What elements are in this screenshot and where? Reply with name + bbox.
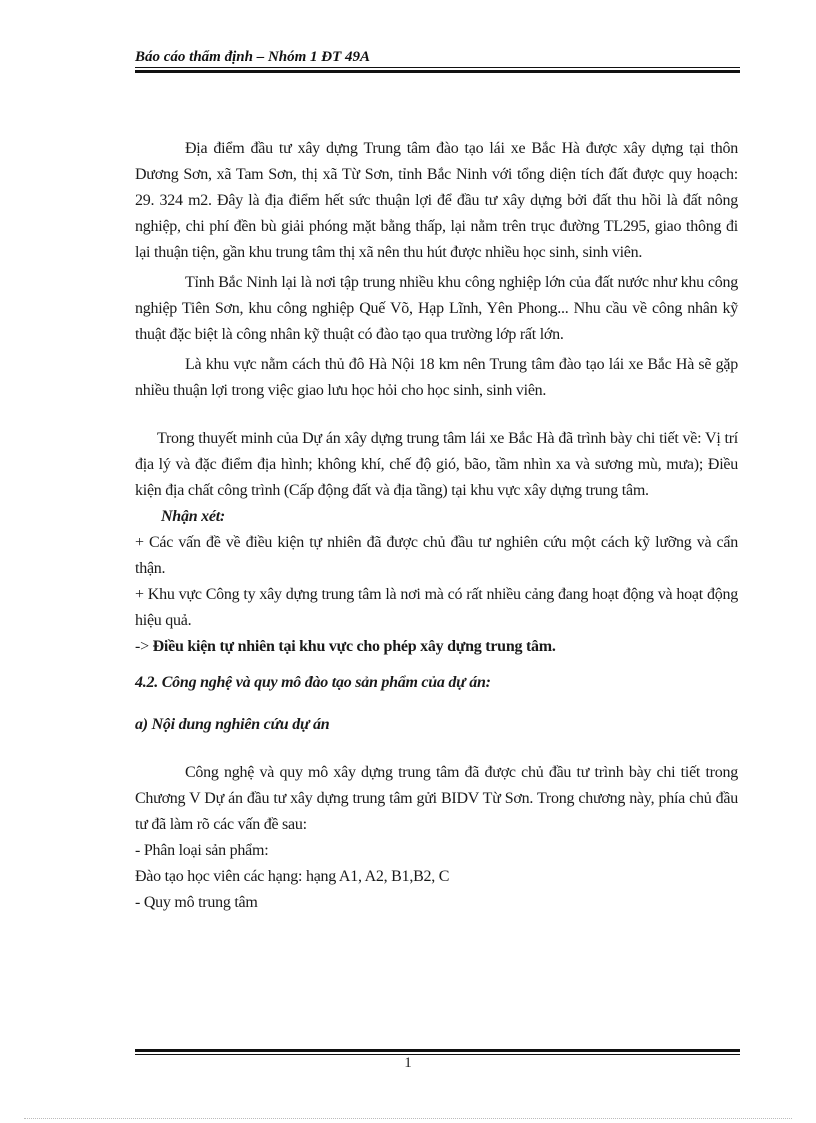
page-edge-dots <box>24 1118 792 1119</box>
footer-rule-thick <box>135 1049 740 1052</box>
conclusion-arrow: -> <box>135 638 149 655</box>
paragraph-project-description: Trong thuyết minh của Dự án xây dựng trung tâm lái xe Bắc Hà đã trình bày chi tiết về: Vị trí địa lý và đặc điểm địa hình; không khí, chế độ gió, bão, tầm nhìn xa và sương mù, mưa); Điều kiện địa chất công trình (Cấp động đất và địa tầng) tại khu vực xây dựng trung tâm. <box>135 430 738 499</box>
list-line-product-classification: - Phân loại sản phẩm: <box>135 842 269 859</box>
list-line-center-scale: - Quy mô trung tâm <box>135 894 258 911</box>
subsection-heading-a: a) Nội dung nghiên cứu dự án <box>135 716 330 733</box>
remark-bullet-1: + Các vấn đề về điều kiện tự nhiên đã được chủ đầu tư nghiên cứu một cách kỹ lưỡng và cẩn thận. <box>135 534 738 577</box>
remark-bullet-2: + Khu vực Công ty xây dựng trung tâm là nơi mà có rất nhiều cảng đang hoạt động và hoạt động hiệu quả. <box>135 586 738 629</box>
running-header: Báo cáo thẩm định – Nhóm 1 ĐT 49A <box>135 49 371 65</box>
paragraph-location: Địa điểm đầu tư xây dựng Trung tâm đào tạo lái xe Bắc Hà được xây dựng tại thôn Dương Sơn, xã Tam Sơn, thị xã Từ Sơn, tỉnh Bắc Ninh với tổng diện tích đất được quy hoạch: 29. 324 m2. Đây là địa điểm hết sức thuận lợi để đầu tư xây dựng bởi đất thu hồi là đất nông nghiệp, chi phí đền bù giải phóng mặt bằng thấp, lại nằm trên trục đường TL295, giao thông đi lại thuận tiện, gần khu trung tâm thị xã nên thu hút được nhiều học sinh, sinh viên. <box>135 140 738 261</box>
document-body <box>135 136 738 916</box>
section-heading-4-2: 4.2. Công nghệ và quy mô đào tạo sản phẩm của dự án: <box>135 674 491 691</box>
header-rule-thick <box>135 70 740 73</box>
conclusion-text: Điều kiện tự nhiên tại khu vực cho phép xây dựng trung tâm. <box>152 638 556 655</box>
page-number: 1 <box>404 1055 412 1071</box>
conclusion-line <box>135 634 738 660</box>
header-rule-thin <box>135 67 740 68</box>
paragraph-technology-scale: Công nghệ và quy mô xây dựng trung tâm đã được chủ đầu tư trình bày chi tiết trong Chương V Dự án đầu tư xây dựng trung tâm gửi BIDV Từ Sơn. Trong chương này, phía chủ đầu tư đã làm rõ các vấn đề sau: <box>135 764 738 833</box>
remark-label: Nhận xét: <box>161 508 225 525</box>
paragraph-industrial-zones: Tỉnh Bắc Ninh lại là nơi tập trung nhiều khu công nghiệp lớn của đất nước như khu công nghiệp Tiên Sơn, khu công nghiệp Quế Võ, Hạp Lĩnh, Yên Phong... Nhu cầu về công nhân kỹ thuật đặc biệt là công nhân kỹ thuật có đào tạo qua trường lớp rất lớn. <box>135 274 738 343</box>
list-line-training-classes: Đào tạo học viên các hạng: hạng A1, A2, B1,B2, C <box>135 868 450 885</box>
paragraph-distance-hanoi: Là khu vực nằm cách thủ đô Hà Nội 18 km nên Trung tâm đào tạo lái xe Bắc Hà sẽ gặp nhiều thuận lợi trong việc giao lưu học hỏi cho học sinh, sinh viên. <box>135 356 738 399</box>
